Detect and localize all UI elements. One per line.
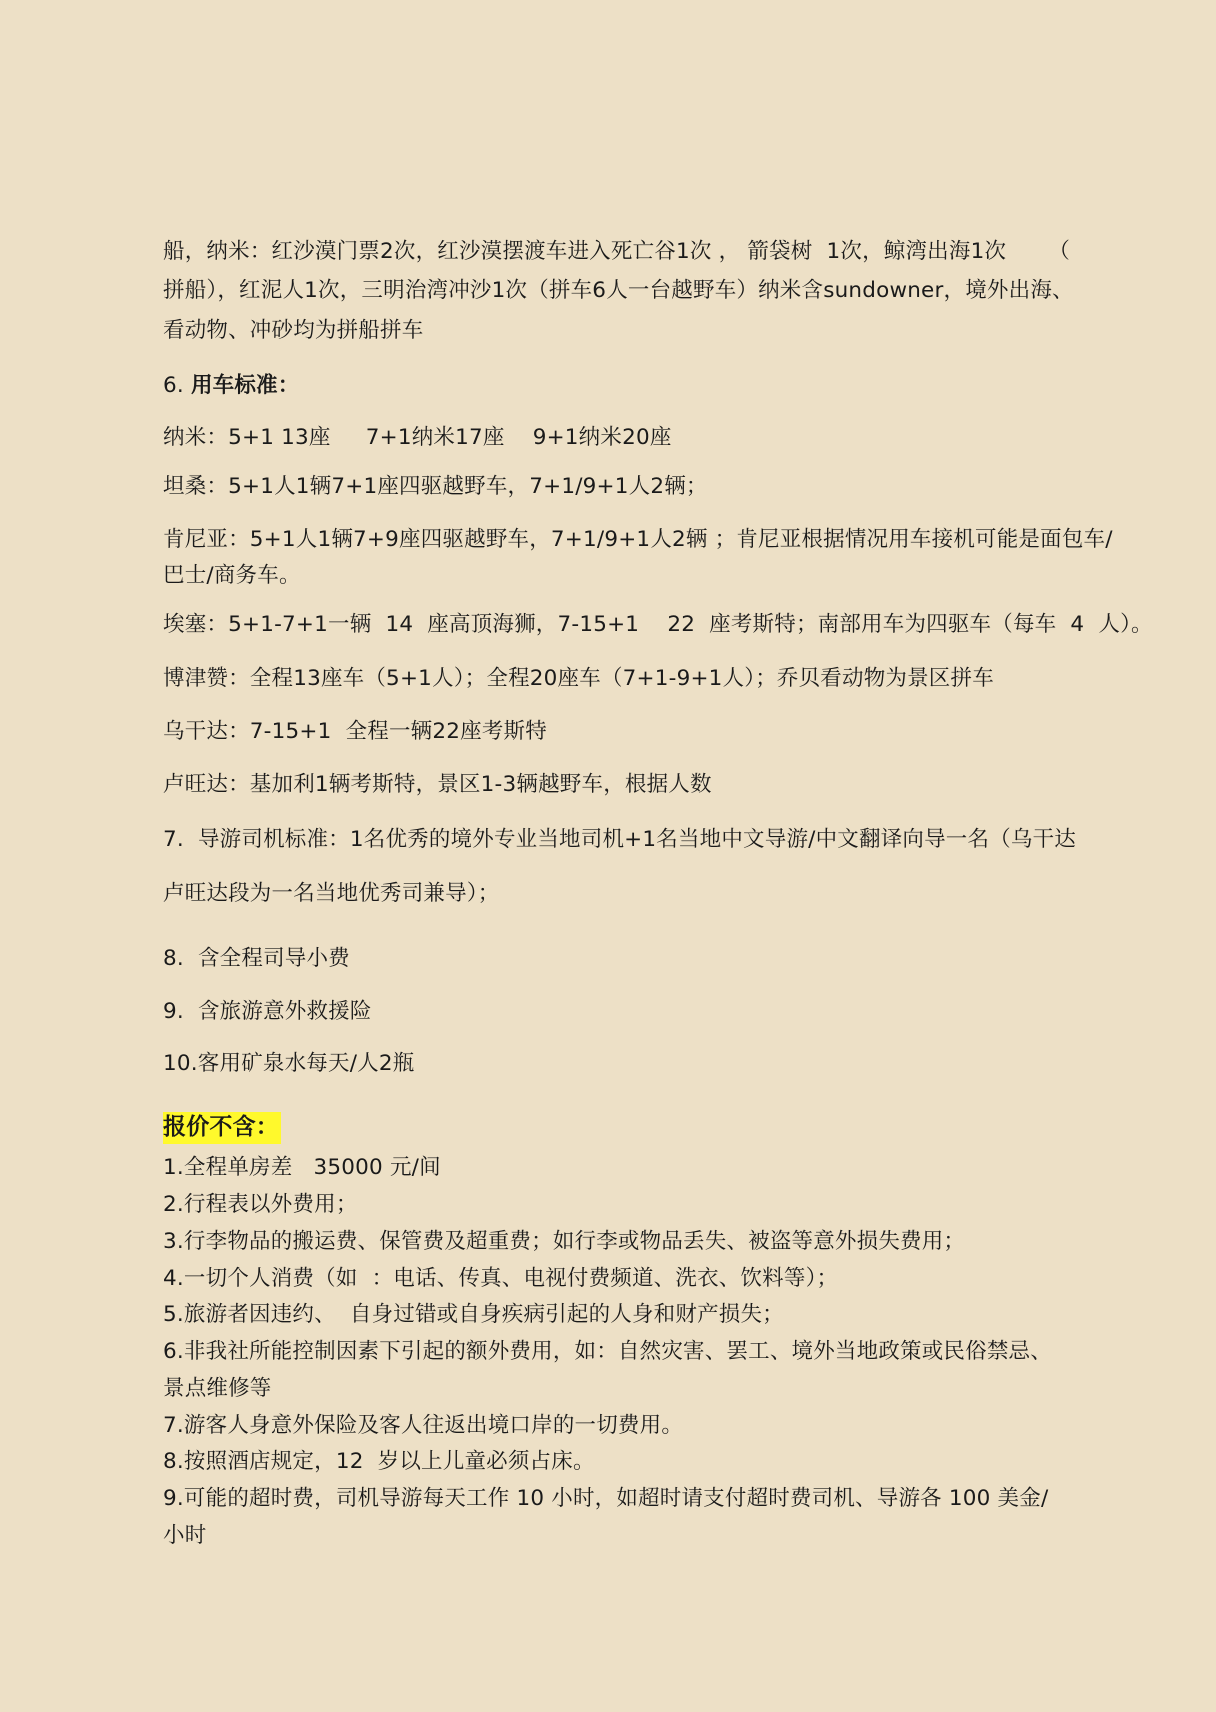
vehicle-line: 博津赞：全程13座车（5+1人）；全程20座车（7+1-9+1人）；乔贝看动物为景区拼车 xyxy=(163,666,994,691)
text-line: 看动物、冲砂均为拼船拼车 xyxy=(163,318,424,343)
vehicle-line: 埃塞：5+1-7+1一辆 14 座高顶海狮，7-15+1 22 座考斯特；南部用车为四驱车（每车 4 人）。 xyxy=(163,612,1153,637)
included-item: 10.客用矿泉水每天/人2瓶 xyxy=(163,1051,415,1076)
excluded-item: 小时 xyxy=(163,1523,207,1548)
guide-line: 7. 导游司机标准：1名优秀的境外专业当地司机+1名当地中文导游/中文翻译向导一名（乌干达 xyxy=(163,827,1077,852)
excluded-heading xyxy=(163,1112,1124,1143)
excluded-item: 景点维修等 xyxy=(163,1376,272,1401)
excluded-item: 6.非我社所能控制因素下引起的额外费用，如：自然灾害、罢工、境外当地政策或民俗禁忌、 xyxy=(163,1339,1052,1364)
vehicle-line: 肯尼亚：5+1人1辆7+9座四驱越野车，7+1/9+1人2辆 ；肯尼亚根据情况用车接机可能是面包车/ xyxy=(163,527,1113,552)
included-item: 9. 含旅游意外救援险 xyxy=(163,999,372,1024)
excluded-item: 3.行李物品的搬运费、保管费及超重费；如行李或物品丢失、被盗等意外损失费用； xyxy=(163,1229,966,1254)
vehicle-line: 纳米：5+1 13座 7+1纳米17座 9+1纳米20座 xyxy=(163,425,672,450)
excluded-item: 7.游客人身意外保险及客人往返出境口岸的一切费用。 xyxy=(163,1413,684,1438)
section-number: 6. xyxy=(163,373,191,398)
excluded-item: 4.一切个人消费（如 ：电话、传真、电视付费频道、洗衣、饮料等）； xyxy=(163,1266,839,1291)
included-item: 8. 含全程司导小费 xyxy=(163,946,350,971)
excluded-title: 报价不含： xyxy=(163,1112,281,1144)
excluded-item: 5.旅游者因违约、 自身过错或自身疾病引起的人身和财产损失； xyxy=(163,1302,784,1327)
excluded-item: 9.可能的超时费，司机导游每天工作 10 小时，如超时请支付超时费司机、导游各 100 美金/ xyxy=(163,1486,1049,1511)
vehicle-line: 巴士/商务车。 xyxy=(163,563,301,588)
section-title: 用车标准： xyxy=(190,373,300,398)
excluded-item: 1.全程单房差 35000 元/间 xyxy=(163,1155,441,1180)
vehicle-line: 坦桑：5+1人1辆7+1座四驱越野车，7+1/9+1人2辆； xyxy=(163,474,708,499)
excluded-item: 8.按照酒店规定，12 岁以上儿童必须占床。 xyxy=(163,1449,595,1474)
guide-line: 卢旺达段为一名当地优秀司兼导）； xyxy=(163,881,500,906)
vehicle-line: 乌干达：7-15+1 全程一辆22座考斯特 xyxy=(163,719,547,744)
excluded-item: 2.行程表以外费用； xyxy=(163,1192,358,1217)
text-line: 拼船），红泥人1次，三明治湾冲沙1次（拼车6人一台越野车）纳米含sundowner，境外出海、 xyxy=(163,278,1074,303)
section-heading-6 xyxy=(163,371,1124,401)
vehicle-line: 卢旺达：基加利1辆考斯特，景区1-3辆越野车，根据人数 xyxy=(163,772,712,797)
text-line: 船，纳米：红沙漠门票2次，红沙漠摆渡车进入死亡谷1次 ， 箭袋树 1次，鲸湾出海1次 （ xyxy=(163,239,1071,264)
